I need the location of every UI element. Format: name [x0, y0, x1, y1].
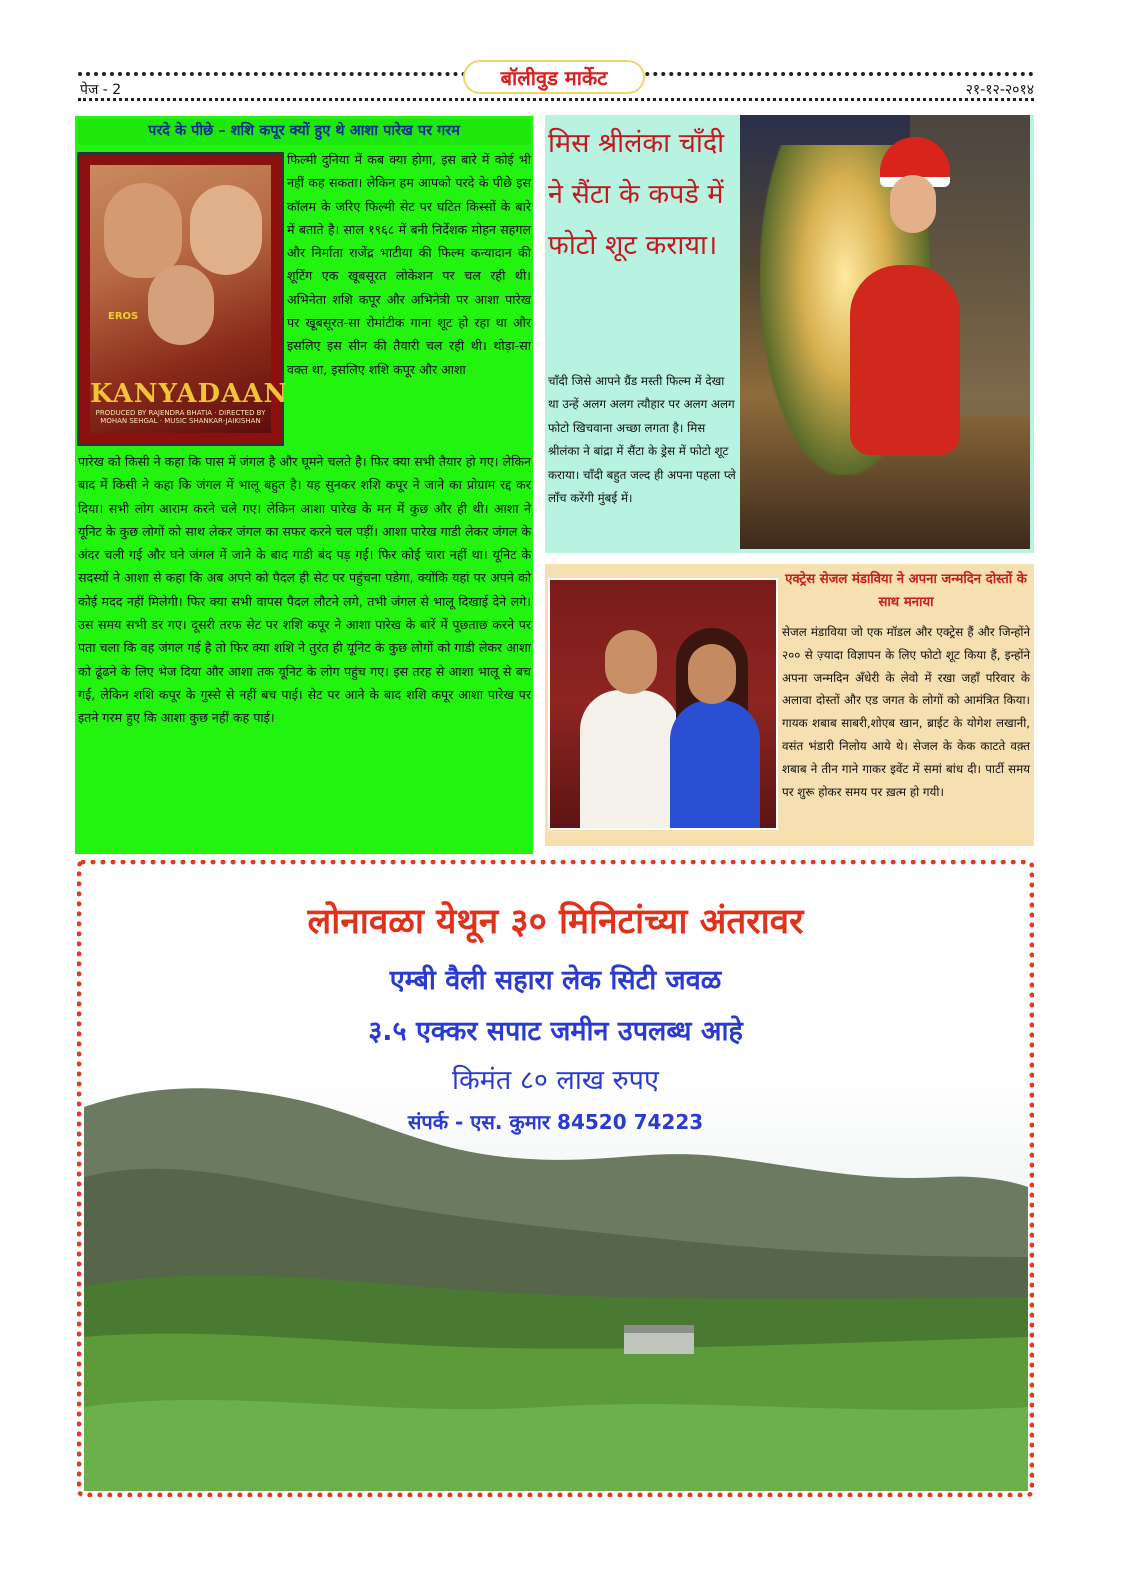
- header-rule-bottom: [78, 98, 1034, 101]
- photo-red-dress: [850, 265, 960, 455]
- advertisement-border: [77, 860, 1034, 1497]
- santa-photo: [740, 115, 1030, 549]
- ad-land-size: ३.५ एक्कर सपाट जमीन उपलब्ध आहे: [368, 1016, 743, 1047]
- poster-eros-logo: EROS: [108, 311, 139, 322]
- ad-price: किमंत ८० लाख रुपए: [452, 1065, 659, 1096]
- kanyadaan-poster-image: [77, 152, 289, 446]
- right-top-article-text: चाँदी जिसे आपने ग्रैंड मस्ती फिल्म में देखा था उन्हें अलग अलग त्यौहार पर अलग अलग फोटो खिचवाना अच्छा लगता है। मिस श्रीलंका ने बांद्रा में सैंटा के ड्रेस में फोटो शूट कराया। चाँदी बहुत जल्द ही अपना पहला प्ले लॉंच करेंगी मुंबई में।: [548, 374, 736, 506]
- poster-face-actress: [190, 185, 262, 275]
- ad-contact[interactable]: संपर्क - एस. कुमार 84520 74223: [407, 1110, 704, 1134]
- poster-artwork: [90, 165, 289, 433]
- photo-man-face: [605, 630, 657, 694]
- ad-location: एम्बी वैली सहारा लेक सिटी जवळ: [389, 965, 722, 996]
- photo-face: [890, 175, 936, 233]
- page-number: पेज - 2: [80, 82, 122, 98]
- right-bottom-article-title: एक्ट्रेस सेजल मंडाविया ने अपना जन्मदिन दोस्तों के साथ मनाया: [785, 572, 1027, 610]
- poster-credits: PRODUCED BY RAJENDRA BHATIA · DIRECTED BY MOHAN SEHGAL · MUSIC SHANKAR-JAIKISHAN: [95, 409, 266, 425]
- poster-face-actress-2: [148, 265, 214, 345]
- poster-title: KANYADAAN: [90, 379, 289, 409]
- photo-man-shirt: [580, 690, 680, 830]
- photo-woman-face: [688, 644, 736, 704]
- masthead-logo: बॉलीवुड मार्केट: [463, 60, 645, 94]
- right-bottom-article-text: सेजल मंडाविया जो एक मॉडल और एक्ट्रेस हैं और जिन्होंने २०० से ज़्यादा विज्ञापन के लिए फोटो शूट किया हैं, इन्होंने अपना जन्मदिन अँधेरी के लेवो में रखा जहाँ परिवार के अलावा दोस्तों और एड जगत के लोगों को आमंत्रित किया। गायक शबाब साबरी,शोएब खान, ब्राईट के योगेश लखानी, वसंत भंडारी निलोय आये थे। सेजल के केक काटते वक़्त शबाब ने तीन गाने गाकर इवेंट में समां बांध दी। पार्टी समय पर शुरू होकर समय पर ख़त्म हो गयी।: [782, 625, 1030, 799]
- photo-woman-dress: [670, 700, 760, 830]
- issue-date: २१-१२-२०१४: [965, 82, 1034, 98]
- left-article-title: परदे के पीछे – शशि कपूर क्यों हुए थे आशा पारेख पर गरम: [78, 119, 530, 145]
- birthday-photo: [548, 578, 778, 830]
- right-top-headline: मिस श्रीलंका चाँदी ने सैंटा के कपडे में फोटो शूट कराया।: [548, 128, 725, 261]
- left-article-text-top: फिल्मी दुनिया में कब क्या होगा, इस बारे में कोई भी नहीं कह सकता। लेकिन हम आपको परदे के पीछे इस कॉलम के जरिए फिल्मी सेट पर घटित किस्सों के बारे में बताते है। साल १९६८ में बनी निर्देशक मोहन सहगल और निर्माता राजेंद्र भाटीया की फिल्म कन्यादान की शूटिंग एक खूबसूरत लोकेशन पर चल रही थी। अभिनेता शशि कपूर और अभिनेत्री पर आशा पारेख पर खूबसूरत-सा रोमांटीक गाना शूट हो रहा था और इसलिए इस सीन की तैयारी चल रही थी। थोड़ा-सा वक्त था, इसलिए शशि कपूर और आशा: [287, 152, 531, 377]
- poster-face-actor: [104, 183, 182, 278]
- ad-headline: लोनावळा येथून ३० मिनिटांच्या अंतरावर: [307, 902, 804, 942]
- left-article-text-bottom: पारेख को किसी ने कहा कि पास में जंगल है और घूमने चलते है। फिर क्या सभी तैयार हो गए। लेकिन बाद में किसी ने कहा कि जंगल में भालू बहुत है। यह सुनकर शशि कपूर ने जाने का प्रोग्राम रद्द कर दिया। सभी लोग आराम करने चले गए। लेकिन आशा पारेख के मन में कुछ और ही थी। आशा ने यूनिट के कुछ लोगों को साथ लेकर जंगल का सफर करने चल पड़ीं। आशा पारेख गाडी लेकर जंगल के अंदर चली गई और घने जंगल में जाने के बाद गाडी बंद पड़ गई। फिर कोई चारा नहीं था। यूनिट के सदस्यों ने आशा से कहा कि अब अपने को पैदल ही सेट पर पहुंचना पडेगा, क्योंकि यहां पर अपने को कोई मदद नहीं मिलेगी। फिर क्या सभी वापस पैदल लौटने लगे, तभी जंगल से भालू दिखाई देने लगे। उस समय सभी डर गए। दूसरी तरफ सेट पर शशि कपूर ने आशा पारेख के बारें में पूछताछ करने पर पता चला कि वह जंगल गई है तो फिर क्या शशि ने तुरंत ही यूनिट के कुछ लोगों को गाडी लेकर आशा को ढूंढने के लिए भेज दिया और आशा तक यूनिट के लोग पहुंच गए। इस तरह से आशा भालू से बच गई, लेकिन शशि कपूर के गुस्से से नहीं बच पाई। सेट पर आने के बाद शशि कपूर आशा पारेख पर इतने गरम हुए कि आशा कुछ नहीं कह पाई।: [78, 454, 531, 726]
